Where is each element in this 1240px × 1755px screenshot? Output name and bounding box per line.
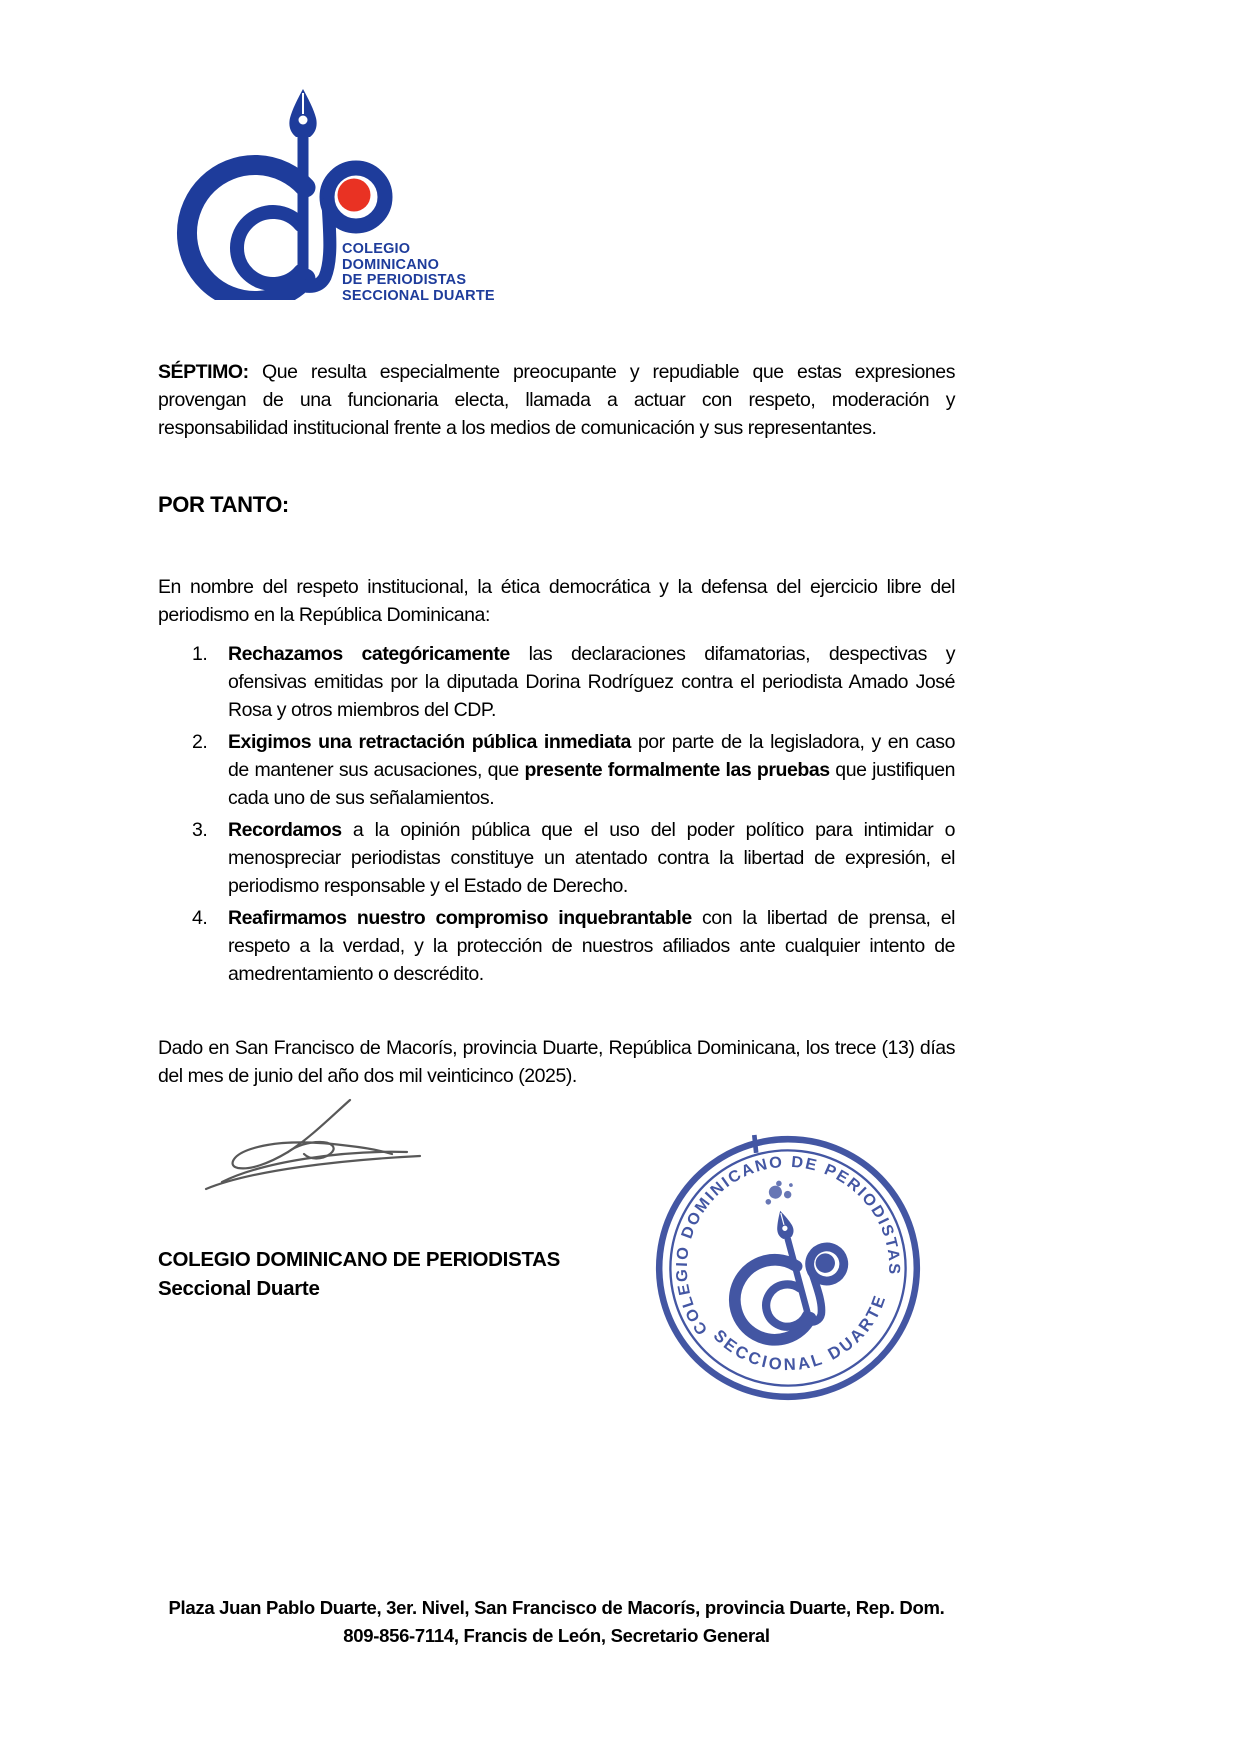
list-number: 4. <box>192 907 208 929</box>
cdp-logo-block <box>170 85 500 310</box>
red-dot-icon <box>338 179 371 212</box>
list-bold-text: Exigimos una retractación pública inmediata <box>228 731 631 753</box>
ink-smudge <box>761 1177 796 1205</box>
stamp-top-text: COLEGIO DOMINICANO DE PERIODISTAS <box>673 1153 903 1338</box>
cdp-seal-stamp <box>648 1124 928 1412</box>
paragraph-septimo <box>158 358 955 442</box>
list-bold-text: Recordamos <box>228 819 342 841</box>
list-bold-text: presente formalmente las pruebas <box>524 759 830 781</box>
list-bold-text: Reafirmamos nuestro compromiso inquebrantable <box>228 907 692 929</box>
footer-contact: 809-856-7114, Francis de León, Secretario General <box>343 1625 770 1646</box>
numbered-list <box>158 640 955 992</box>
list-bold-text: Rechazamos categóricamente <box>228 643 510 665</box>
list-item <box>158 816 955 900</box>
stamp-cdp-mark <box>714 1198 859 1349</box>
signature-org-name: COLEGIO DOMINICANO DE PERIODISTAS <box>158 1248 561 1271</box>
list-plain-text: que justifiquen cada uno de sus señalamientos. <box>228 759 956 809</box>
list-text <box>228 728 955 812</box>
list-item <box>158 904 955 988</box>
stamp-bottom-text: SECCIONAL DUARTE <box>709 1290 890 1375</box>
list-plain-text: por parte de la legisladora, y en caso de mantener sus acusaciones, que <box>228 731 955 781</box>
list-plain-text: con la libertad de prensa, el respeto a la verdad, y la protección de nuestros afiliados ante cualquier intento de amedrentamiento o descrédito. <box>228 907 955 985</box>
signature-section-name: Seccional Duarte <box>158 1277 320 1300</box>
list-item <box>158 640 955 724</box>
signature-block <box>158 1245 560 1303</box>
logo-org-name <box>342 242 495 304</box>
list-plain-text: las declaraciones difamatorias, despectivas y ofensivas emitidas por la diputada Dorina Rodríguez contra el periodista Amado José Rosa y otros miembros del CDP. <box>228 643 955 721</box>
heading-por-tanto: POR TANTO: <box>158 492 289 517</box>
list-number: 1. <box>192 643 208 665</box>
list-item <box>158 728 955 812</box>
footer-address: Plaza Juan Pablo Duarte, 3er. Nivel, San Francisco de Macorís, provincia Duarte, Rep. Dom. <box>168 1597 945 1618</box>
logo-org-line: COLEGIO <box>342 241 411 257</box>
footer <box>158 1594 955 1650</box>
list-number: 3. <box>192 819 208 841</box>
logo-org-line: DOMINICANO <box>342 256 440 273</box>
list-text <box>228 816 955 900</box>
list-text <box>228 640 955 724</box>
list-number: 2. <box>192 731 208 753</box>
signature-scribble <box>192 1090 442 1195</box>
list-plain-text: a la opinión pública que el uso del poder político para intimidar o menospreciar periodistas constituye un atentado contra la libertad de expresión, el periodismo responsable y el Estado de Derecho. <box>228 819 955 897</box>
list-text <box>228 904 955 988</box>
logo-org-line: SECCIONAL DUARTE <box>342 287 495 304</box>
logo-org-line: DE PERIODISTAS <box>342 272 467 288</box>
septimo-label: SÉPTIMO: <box>158 360 249 383</box>
paragraph-dado: Dado en San Francisco de Macorís, provincia Duarte, República Dominicana, los trece (13) días del mes de junio del año dos mil veinticinco (2025). <box>158 1036 955 1087</box>
paragraph-intro: En nombre del respeto institucional, la ética democrática y la defensa del ejercicio libre del periodismo en la República Dominicana: <box>158 575 955 626</box>
septimo-text: Que resulta especialmente preocupante y repudiable que estas expresiones provengan de una funcionaria electa, llamada a actuar con respeto, moderación y responsabilidad institucional frente a los medios de comunicación y sus representantes. <box>158 360 955 439</box>
